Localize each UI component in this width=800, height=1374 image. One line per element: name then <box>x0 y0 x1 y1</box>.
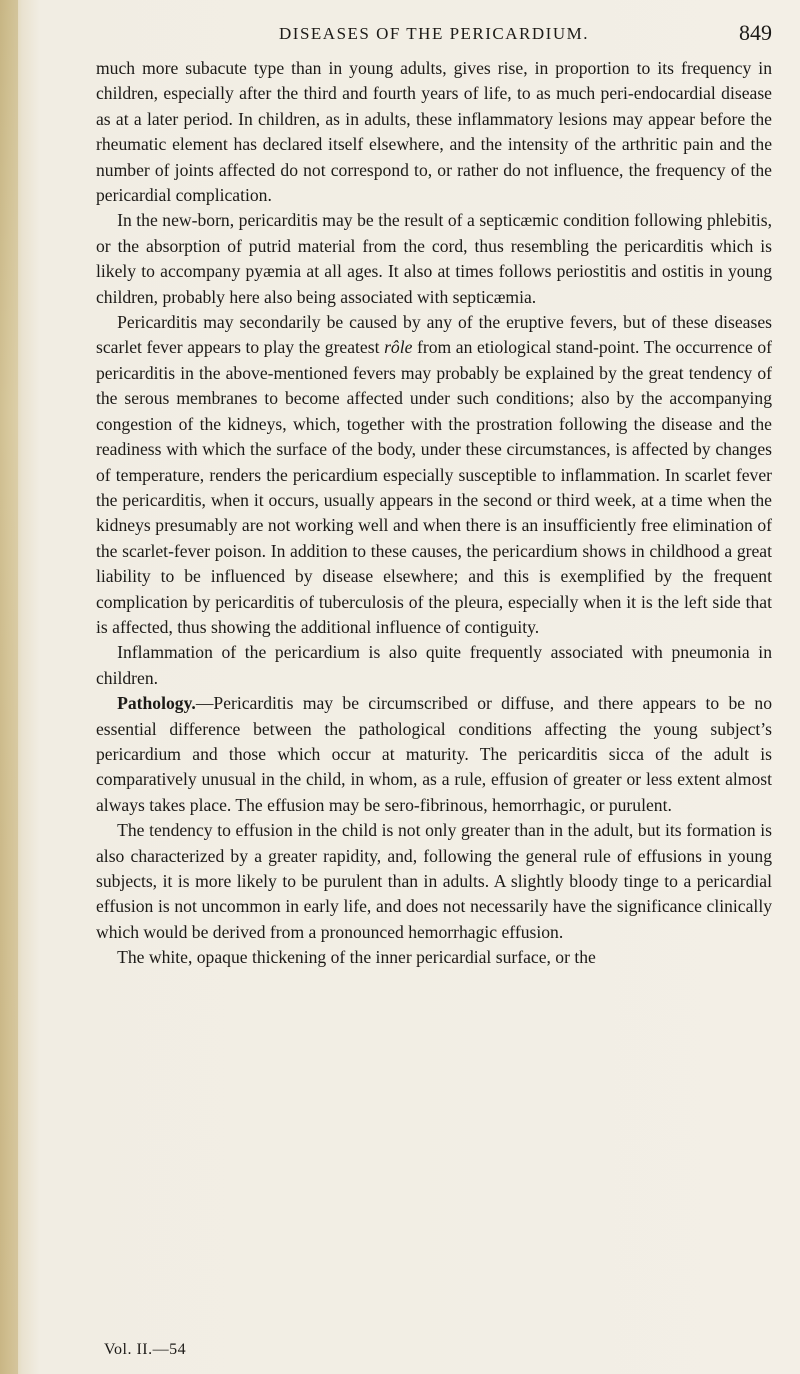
paragraph-pathology-text: —Pericarditis may be circumscribed or diffuse, and there appears to be no essential difference between the pathological conditions affecting the young subject’s pericardium and those which occur at maturity. The pericarditis sicca of the adult is comparatively unusual in the child, in whom, as a rule, effusion of greater or less extent almost always takes place. The effusion may be sero-fibrinous, hemorrhagic, or purulent. <box>96 693 772 815</box>
page-number: 849 <box>739 20 772 45</box>
paragraph-pneumonia: Inflammation of the pericardium is also quite frequently associated with pneumonia in children. <box>96 642 772 688</box>
paragraph-effusion-tendency: The tendency to effusion in the child is not only greater than in the adult, but its formation is also characterized by a greater rapidity, and, following the general rule of effusions in young subjects, it is more likely to be purulent than in adults. A slightly bloody tinge to a pericardial effusion is not uncommon in early life, and does not necessarily have the significance clinically which would be derived from a pronounced hemorrhagic effusion. <box>96 820 772 942</box>
section-heading-pathology: Pathology. <box>117 693 196 714</box>
paragraph-eruptive-fevers <box>96 310 772 640</box>
paragraph-pathology <box>96 691 772 818</box>
signature-mark: Vol. II.—54 <box>104 1341 187 1358</box>
paragraph-text-before: Pericarditis may secondarily be caused by any of the eruptive fevers, but of these diseases scarlet fever appears to play the greatest <box>96 312 772 358</box>
paragraph-new-born: In the new-born, pericarditis may be the result of a septicæmic condition following phlebitis, or the absorption of putrid material from the cord, thus resembling the pericarditis which is likely to accompany pyæmia at all ages. It also at times follows periostitis and ostitis in young children, probably here also being associated with septicæmia. <box>96 210 772 307</box>
paragraph-continuation: much more subacute type than in young adults, gives rise, in proportion to its frequency in children, especially after the third and fourth years of life, to as much peri-endocardial disease as at a later period. In children, as in adults, these inflammatory lesions may appear before the rheumatic element has declared itself elsewhere, and the intensity of the arthritic pain and the number of joints affected do not correspond to, or rather do not influence, the frequency of the pericardial complication. <box>96 58 772 206</box>
emphasis-role: rôle <box>384 337 413 358</box>
page-edge-stain <box>0 0 18 1374</box>
running-head: DISEASES OF THE PERICARDIUM. <box>279 24 589 43</box>
paragraph-text-after: from an etiological stand-point. The occurrence of pericarditis in the above-mentioned fevers may probably be explained by the great tendency of the serous membranes to become affected under such conditions; also by the accompanying congestion of the kidneys, which, together with the prostration following the disease and the readiness with which the surface of the body, under these circumstances, is affected by changes of temperature, renders the pericardium especially susceptible to inflammation. In scarlet fever the pericarditis, when it occurs, usually appears in the second or third week, at a time when the kidneys presumably are not working well and when there is an insufficiently free elimination of the scarlet-fever poison. In addition to these causes, the pericardium shows in childhood a great liability to be influenced by disease elsewhere; and this is exemplified by the frequent complication by pericarditis of tuberculosis of the pleura, especially when it is the left side that is affected, thus showing the additional influence of contiguity. <box>96 337 772 637</box>
body-text <box>96 56 772 971</box>
page-header <box>96 20 772 48</box>
paragraph-white-thickening: The white, opaque thickening of the inner pericardial surface, or the <box>117 947 596 968</box>
